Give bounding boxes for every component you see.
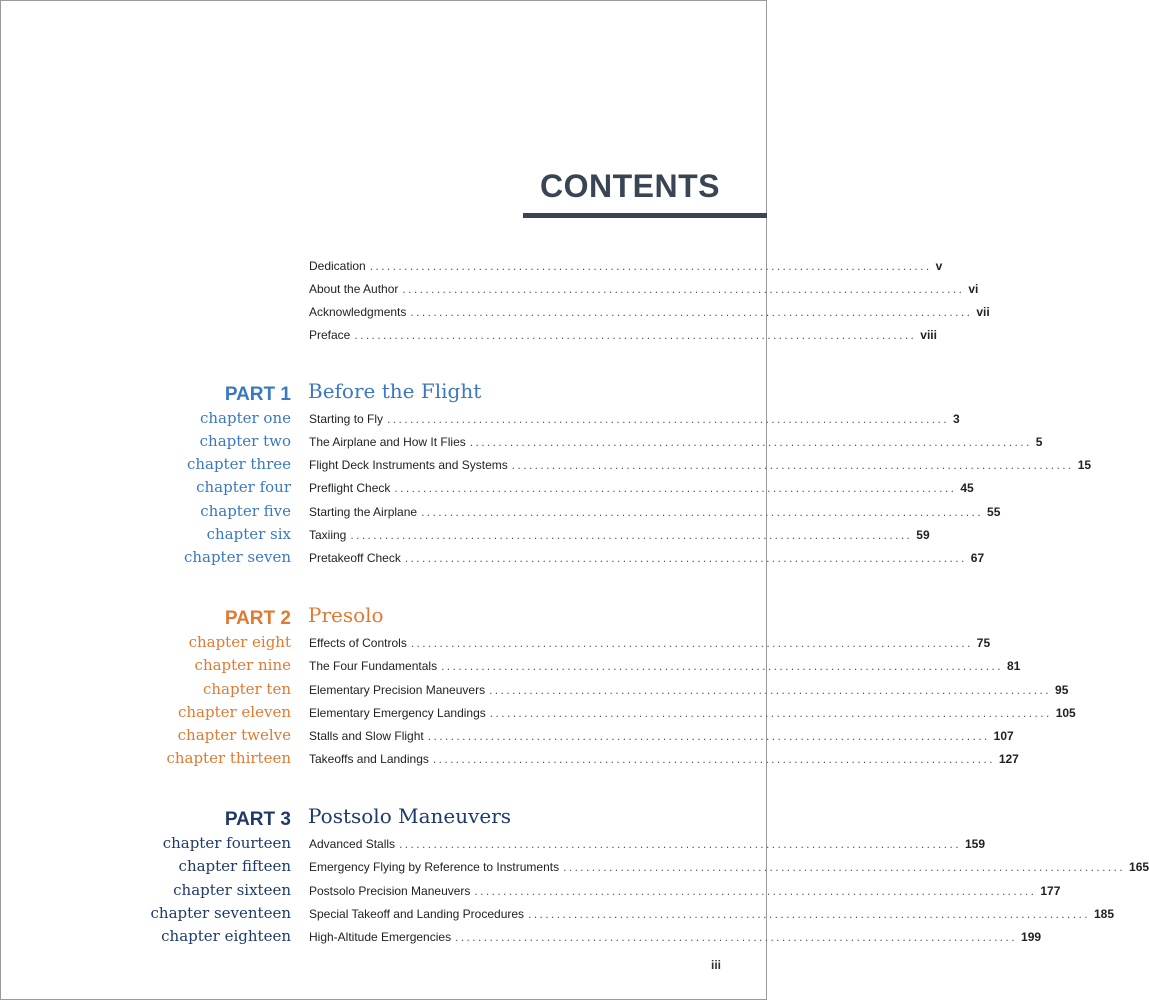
entry-page: vi bbox=[968, 282, 979, 296]
toc-entry-chapter[interactable] bbox=[0, 548, 985, 568]
dot-leader: .................................................................................................. bbox=[528, 907, 1090, 921]
chapter-label: chapter eleven bbox=[177, 703, 291, 721]
entry-title: Advanced Stalls bbox=[309, 837, 396, 851]
entry-page: 165 bbox=[1129, 860, 1149, 874]
toc-entry-front[interactable] bbox=[0, 325, 937, 345]
chapter-label: chapter seventeen bbox=[150, 904, 291, 922]
entry-page: 107 bbox=[993, 729, 1014, 743]
dot-leader: .................................................................................................. bbox=[387, 412, 949, 426]
dot-leader: .................................................................................................. bbox=[402, 282, 965, 296]
toc-entry-chapter[interactable] bbox=[0, 502, 1001, 522]
part-title: Postsolo Maneuvers bbox=[308, 804, 512, 828]
dot-leader: .................................................................................................. bbox=[563, 860, 1126, 874]
dot-leader: .................................................................................................. bbox=[421, 505, 984, 519]
chapter-label: chapter twelve bbox=[177, 726, 291, 744]
part-1-heading bbox=[0, 379, 767, 409]
entry-title: Postsolo Precision Maneuvers bbox=[309, 884, 471, 898]
entry-page: vii bbox=[976, 305, 990, 319]
entry-title: Elementary Precision Maneuvers bbox=[309, 683, 486, 697]
chapter-label: chapter eight bbox=[188, 633, 291, 651]
dot-leader: .................................................................................................. bbox=[354, 328, 917, 342]
part-label: PART 1 bbox=[224, 384, 291, 405]
toc-entry-chapter[interactable] bbox=[0, 703, 1076, 723]
page-number: iii bbox=[710, 958, 721, 972]
toc-entry-chapter[interactable] bbox=[0, 834, 986, 854]
entry-title: Pretakeoff Check bbox=[309, 551, 401, 565]
toc-entry-chapter[interactable] bbox=[0, 409, 960, 429]
dot-leader: .................................................................................................. bbox=[369, 259, 932, 273]
entry-title: Starting the Airplane bbox=[309, 505, 418, 519]
toc-entry-chapter[interactable] bbox=[0, 455, 1092, 475]
dot-leader: .................................................................................................. bbox=[432, 752, 995, 766]
part-title: Presolo bbox=[308, 603, 384, 627]
entry-page: 159 bbox=[965, 837, 986, 851]
dot-leader: .................................................................................................. bbox=[441, 659, 1003, 673]
toc-entry-front[interactable] bbox=[0, 256, 943, 276]
entry-title: The Four Fundamentals bbox=[309, 659, 438, 673]
entry-page: 75 bbox=[976, 636, 991, 650]
entry-title: Preflight Check bbox=[309, 481, 391, 495]
chapter-label: chapter six bbox=[206, 525, 291, 543]
chapter-label: chapter three bbox=[186, 455, 291, 473]
toc-entry-chapter[interactable] bbox=[0, 525, 930, 545]
entry-page: 55 bbox=[987, 505, 1001, 519]
part-label: PART 2 bbox=[224, 608, 291, 629]
toc-entry-chapter[interactable] bbox=[0, 633, 991, 653]
toc-entry-chapter[interactable] bbox=[0, 749, 1019, 769]
entry-title: Effects of Controls bbox=[309, 636, 407, 650]
toc-entry-chapter[interactable] bbox=[0, 656, 1021, 676]
toc-entry-chapter[interactable] bbox=[0, 680, 1069, 700]
chapter-label: chapter fourteen bbox=[162, 834, 291, 852]
entry-title: Taxiing bbox=[309, 528, 347, 542]
chapter-label: chapter thirteen bbox=[166, 749, 291, 767]
entry-page: 5 bbox=[1035, 435, 1043, 449]
chapter-label: chapter nine bbox=[194, 656, 291, 674]
dot-leader: .................................................................................................. bbox=[410, 305, 973, 319]
toc-entry-chapter[interactable] bbox=[0, 927, 1042, 947]
entry-title: Acknowledgments bbox=[309, 305, 407, 319]
entry-page: 185 bbox=[1093, 907, 1115, 921]
entry-title: The Airplane and How It Flies bbox=[309, 435, 466, 449]
entry-title: Preface bbox=[309, 328, 351, 342]
toc-entry-chapter[interactable] bbox=[0, 432, 1043, 452]
chapter-label: chapter fifteen bbox=[178, 857, 291, 875]
chapter-label: chapter eighteen bbox=[161, 927, 291, 945]
part-2-heading bbox=[0, 603, 767, 633]
dot-leader: .................................................................................................. bbox=[511, 458, 1074, 472]
toc-entry-chapter[interactable] bbox=[0, 881, 1061, 901]
entry-page: 67 bbox=[970, 551, 985, 565]
entry-title: Dedication bbox=[309, 259, 366, 273]
dot-leader: .................................................................................................. bbox=[399, 837, 961, 851]
part-label: PART 3 bbox=[224, 809, 291, 830]
chapter-label: chapter seven bbox=[183, 548, 291, 566]
entry-page: 95 bbox=[1055, 683, 1069, 697]
entry-page: 199 bbox=[1021, 930, 1042, 944]
dot-leader: .................................................................................................. bbox=[404, 551, 967, 565]
chapter-label: chapter four bbox=[196, 478, 291, 496]
entry-page: 105 bbox=[1055, 706, 1076, 720]
dot-leader: .................................................................................................. bbox=[474, 884, 1037, 898]
entry-page: 45 bbox=[960, 481, 974, 495]
entry-title: About the Author bbox=[309, 282, 399, 296]
toc-entry-chapter[interactable] bbox=[0, 478, 974, 498]
entry-title: Elementary Emergency Landings bbox=[309, 706, 486, 720]
dot-leader: .................................................................................................. bbox=[410, 636, 973, 650]
chapter-label: chapter one bbox=[199, 409, 291, 427]
dot-leader: .................................................................................................. bbox=[455, 930, 1018, 944]
toc-entry-chapter[interactable] bbox=[0, 857, 1149, 877]
entry-page: 15 bbox=[1077, 458, 1092, 472]
chapter-label: chapter ten bbox=[202, 680, 291, 698]
toc-entry-chapter[interactable] bbox=[0, 726, 1014, 746]
chapter-label: chapter two bbox=[199, 432, 291, 450]
entry-page: 127 bbox=[998, 752, 1019, 766]
entry-title: Starting to Fly bbox=[309, 412, 384, 426]
part-title: Before the Flight bbox=[308, 379, 482, 403]
dot-leader: .................................................................................................. bbox=[469, 435, 1032, 449]
entry-title: Flight Deck Instruments and Systems bbox=[309, 458, 508, 472]
title-underline bbox=[523, 213, 767, 218]
entry-title: Stalls and Slow Flight bbox=[309, 729, 424, 743]
toc-entry-front[interactable] bbox=[0, 279, 979, 299]
entry-page: 81 bbox=[1007, 659, 1021, 673]
entry-title: Takeoffs and Landings bbox=[309, 752, 429, 766]
entry-title: Emergency Flying by Reference to Instruments bbox=[309, 860, 560, 874]
page-title: CONTENTS bbox=[540, 168, 720, 204]
part-3-heading bbox=[0, 804, 767, 834]
entry-page: v bbox=[935, 259, 943, 273]
entry-title: Special Takeoff and Landing Procedures bbox=[309, 907, 525, 921]
toc-entry-front[interactable] bbox=[0, 302, 990, 322]
chapter-label: chapter sixteen bbox=[173, 881, 291, 899]
entry-title: High-Altitude Emergencies bbox=[309, 930, 452, 944]
entry-page: 59 bbox=[916, 528, 930, 542]
toc-entry-chapter[interactable] bbox=[0, 904, 1115, 924]
entry-page: viii bbox=[920, 328, 937, 342]
chapter-label: chapter five bbox=[200, 502, 291, 520]
dot-leader: .................................................................................................. bbox=[350, 528, 913, 542]
entry-page: 3 bbox=[952, 412, 960, 426]
dot-leader: .................................................................................................. bbox=[427, 729, 990, 743]
dot-leader: .................................................................................................. bbox=[489, 683, 1052, 697]
dot-leader: .................................................................................................. bbox=[394, 481, 957, 495]
entry-page: 177 bbox=[1040, 884, 1061, 898]
dot-leader: .................................................................................................. bbox=[489, 706, 1052, 720]
